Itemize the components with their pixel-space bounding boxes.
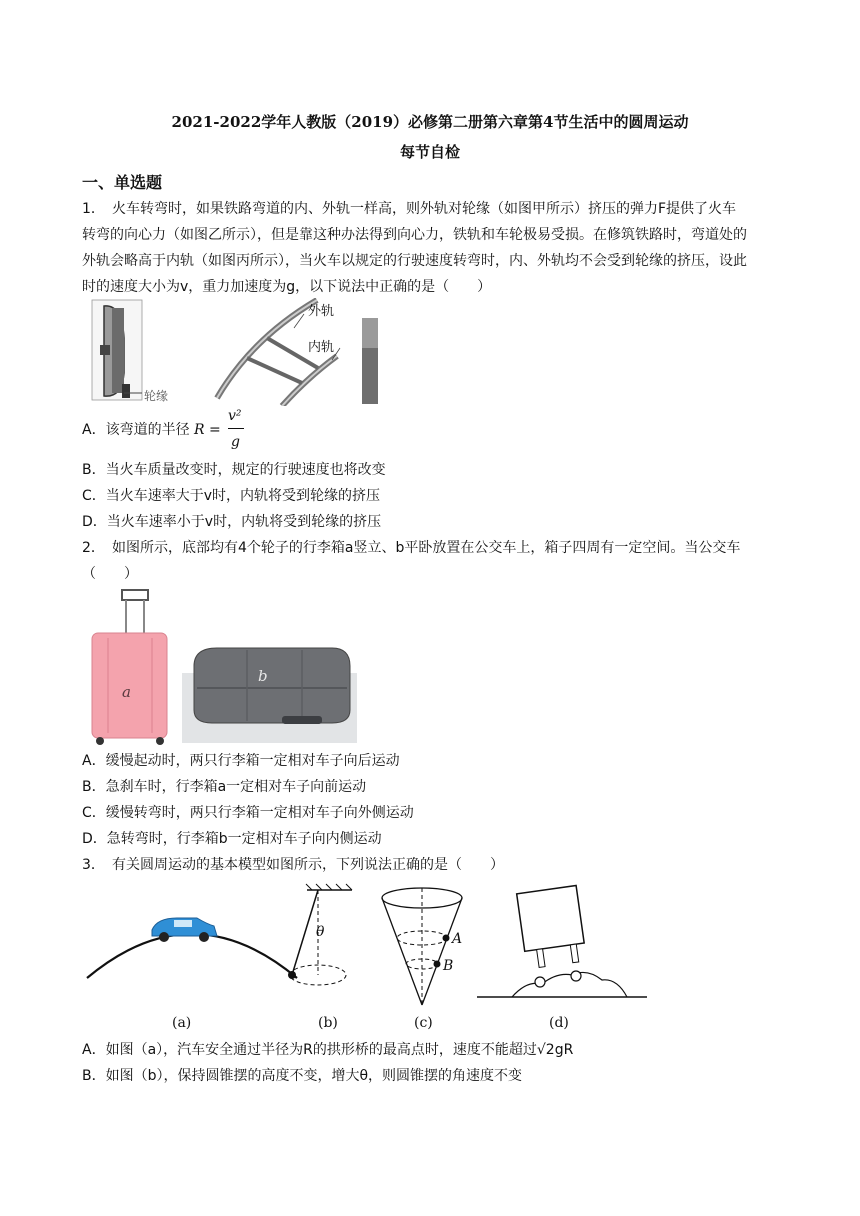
q1-option-d: D．当火车速率小于v时，内轨将受到轮缘的挤压 bbox=[82, 514, 382, 530]
q3-line-1: 有关圆周运动的基本模型如图所示，下列说法正确的是（ ） bbox=[112, 857, 504, 873]
title-line-2: 每节自检 bbox=[399, 143, 460, 161]
label-flange: 轮缘 bbox=[144, 389, 169, 403]
caption-c: (c) bbox=[414, 1015, 433, 1031]
q1-line-1: 火车转弯时，如果铁路弯道的内、外轨一样高，则外轨对轮缘（如图甲所示）挤压的弹力F提供了火车 bbox=[112, 201, 737, 217]
q2-line-1: 如图所示，底部均有4个轮子的行李箱a竖立、b平卧放置在公交车上，箱子四周有一定空间。当公交车 bbox=[112, 540, 741, 556]
q3-number: 3． bbox=[82, 857, 105, 873]
q1-line-2: 转弯的向心力（如图乙所示），但是靠这种办法得到向心力，铁轨和车轮极易受损。在修筑铁路时，弯道处的 bbox=[82, 227, 747, 243]
caption-b: (b) bbox=[318, 1015, 338, 1031]
figure-a-arch-bridge bbox=[87, 918, 297, 978]
label-point-a: A bbox=[452, 931, 463, 947]
caption-a: (a) bbox=[172, 1015, 192, 1031]
section-heading: 一、单选题 bbox=[82, 173, 163, 192]
q1-fraction-denominator: g bbox=[231, 434, 240, 450]
q1-line-3: 外轨会略高于内轨（如图丙所示），当火车以规定的行驶速度转弯时，内、外轨均不会受到轮缘的挤压，设此 bbox=[82, 253, 747, 269]
q1-option-a bbox=[82, 420, 221, 440]
caption-d: (d) bbox=[549, 1015, 569, 1031]
label-point-b: B bbox=[443, 958, 454, 974]
q1-option-a-eq: = bbox=[209, 422, 221, 438]
q1-figure bbox=[82, 298, 382, 406]
q1-option-a-text: A．该弯道的半径 bbox=[82, 422, 190, 438]
q1-number: 1． bbox=[82, 201, 105, 217]
figure-c-cone bbox=[382, 888, 462, 1005]
q2-option-a: A．缓慢起动时，两只行李箱一定相对车子向后运动 bbox=[82, 753, 400, 769]
q2-number: 2． bbox=[82, 540, 105, 556]
q1-option-a-R: R bbox=[194, 422, 205, 438]
q2-option-c: C．缓慢转弯时，两只行李箱一定相对车子向外侧运动 bbox=[82, 805, 414, 821]
label-theta: θ bbox=[316, 924, 325, 940]
q3-option-b: B．如图（b），保持圆锥摆的高度不变，增大θ，则圆锥摆的角速度不变 bbox=[82, 1068, 523, 1084]
label-inner-rail: 内轨 bbox=[308, 340, 335, 355]
figure-d-truck bbox=[477, 886, 647, 997]
label-suitcase-a: a bbox=[122, 683, 131, 701]
q1-line-4: 时的速度大小为v，重力加速度为g，以下说法中正确的是（ ） bbox=[82, 279, 492, 295]
q2-line-2: （ ） bbox=[82, 566, 138, 582]
q3-option-a: A．如图（a），汽车安全通过半径为R的拱形桥的最高点时，速度不能超过√2gR bbox=[82, 1042, 574, 1058]
label-suitcase-b: b bbox=[258, 667, 268, 685]
title-line-1: 2021-2022学年人教版（2019）必修第二册第六章第4节生活中的圆周运动 bbox=[171, 113, 689, 131]
q1-option-b: B．当火车质量改变时，规定的行驶速度也将改变 bbox=[82, 462, 386, 478]
suitcase-a bbox=[92, 590, 167, 745]
q2-option-d: D．急转弯时，行李箱b一定相对车子向内侧运动 bbox=[82, 831, 382, 847]
wheel-figure bbox=[92, 300, 142, 400]
q1-option-c: C．当火车速率大于v时，内轨将受到轮缘的挤压 bbox=[82, 488, 381, 504]
q3-figure bbox=[82, 880, 652, 1010]
q2-option-b: B．急刹车时，行李箱a一定相对车子向前运动 bbox=[82, 779, 367, 795]
q1-fraction-numerator: v² bbox=[228, 408, 242, 424]
label-outer-rail: 外轨 bbox=[308, 304, 335, 319]
suitcase-b bbox=[182, 648, 357, 743]
q1-fraction-bar bbox=[228, 428, 244, 429]
q2-figure bbox=[82, 588, 362, 748]
